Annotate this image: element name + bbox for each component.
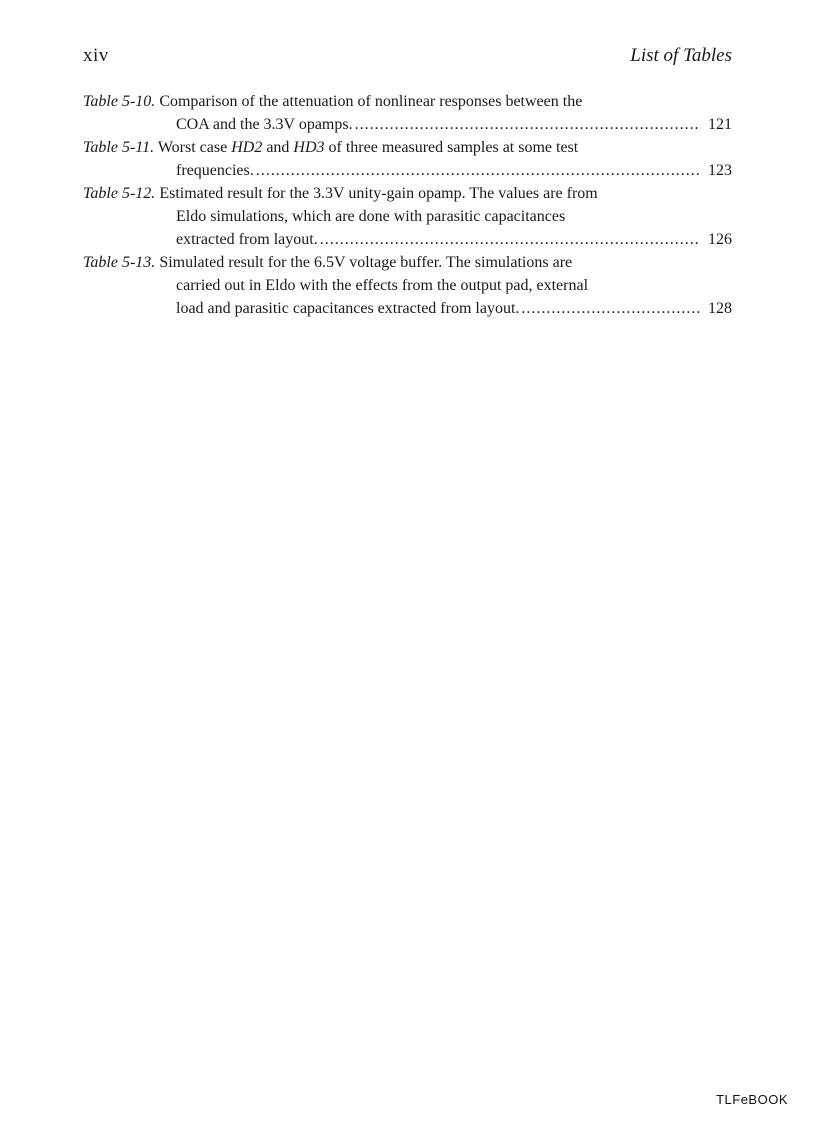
dot-leader bbox=[256, 159, 701, 182]
entry-caption-line: load and parasitic capacitances extracted from layout. bbox=[176, 300, 520, 317]
entry-caption-line: extracted from layout. bbox=[176, 231, 318, 248]
entry-caption-italic: HD2 bbox=[231, 139, 263, 156]
entry-caption-line: COA and the 3.3V opamps. bbox=[176, 116, 353, 133]
watermark: TLFeBOOK bbox=[716, 1092, 788, 1107]
dot-leader bbox=[355, 113, 701, 136]
running-head: List of Tables bbox=[630, 45, 732, 66]
entry-caption-line: frequencies. bbox=[176, 162, 254, 179]
entry-caption-line: Eldo simulations, which are done with parasitic capacitances bbox=[176, 208, 566, 225]
entry-caption-line: Estimated result for the 3.3V unity-gain opamp. The values are from bbox=[159, 185, 598, 202]
page-ref: 123 bbox=[708, 162, 732, 179]
table-entry-5-12[interactable] bbox=[83, 182, 732, 251]
list-of-tables bbox=[83, 90, 732, 320]
entry-caption-line: Simulated result for the 6.5V voltage buffer. The simulations are bbox=[159, 254, 573, 271]
entry-caption-line: Comparison of the attenuation of nonlinear responses between the bbox=[159, 93, 583, 110]
table-tag: Table 5-12. bbox=[83, 185, 156, 202]
entry-caption-line: carried out in Eldo with the effects from the output pad, external bbox=[176, 277, 589, 294]
page-ref: 121 bbox=[708, 116, 732, 133]
page-number: xiv bbox=[83, 45, 109, 66]
table-tag: Table 5-11. bbox=[83, 139, 155, 156]
table-entry-5-11[interactable] bbox=[83, 136, 732, 182]
entry-caption-text: of three measured samples at some test bbox=[324, 139, 579, 156]
page-ref: 126 bbox=[708, 231, 732, 248]
dot-leader bbox=[320, 228, 701, 251]
entry-caption-text: and bbox=[262, 139, 294, 156]
entry-caption-text: Worst case bbox=[157, 139, 232, 156]
table-tag: Table 5-13. bbox=[83, 254, 156, 271]
table-entry-5-10[interactable] bbox=[83, 90, 732, 136]
dot-leader bbox=[521, 297, 701, 320]
entry-caption-italic: HD3 bbox=[293, 139, 325, 156]
table-tag: Table 5-10. bbox=[83, 93, 156, 110]
table-entry-5-13[interactable] bbox=[83, 251, 732, 320]
page-ref: 128 bbox=[708, 300, 732, 317]
